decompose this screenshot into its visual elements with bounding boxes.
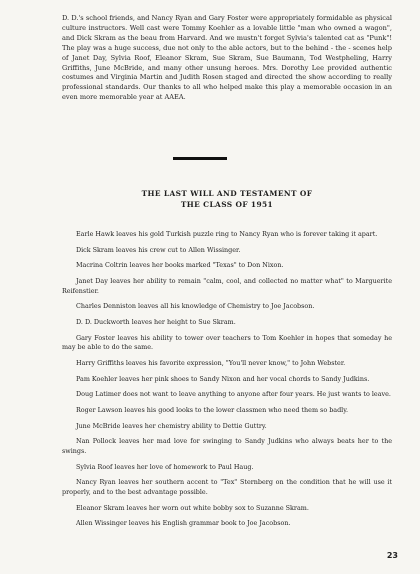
heading-line-1: THE LAST WILL AND TESTAMENT OF xyxy=(141,189,313,198)
bequest-item: Charles Denniston leaves all his knowledge of Chemistry to Joe Jacobson. xyxy=(76,302,315,311)
section-divider xyxy=(173,157,227,160)
bequest-item: Sylvia Roof leaves her love of homework to Paul Haug. xyxy=(76,462,254,471)
bequest-item: June McBride leaves her chemistry ability to Dettie Guttry. xyxy=(76,421,267,430)
bequest-item: Pam Koehler leaves her pink shoes to Sandy Nixon and her vocal chords to Sandy Judkins. xyxy=(76,374,370,383)
bequest-item: Nan Pollock leaves her mad love for swinging to Sandy Judkins who always beats her to the swings. xyxy=(62,437,392,456)
bequest-item: Macrina Coltrin leaves her books marked "Texas" to Don Nixon. xyxy=(76,261,284,270)
bequest-item: Janet Day leaves her ability to remain "calm, cool, and collected no matter what" to Marguerite Reifenstier. xyxy=(62,277,392,295)
heading-line-2: THE CLASS OF 1951 xyxy=(180,200,274,209)
bequest-item: Roger Lawson leaves his good looks to the lower classmen who need them so badly. xyxy=(76,406,349,415)
bequest-item: Gary Foster leaves his ability to tower over teachers to Tom Koehler in hopes that someday he may be able to do the same. xyxy=(62,333,392,352)
bequest-item: Eleanor Skram leaves her worn out white bobby sox to Suzanne Skram. xyxy=(76,503,309,512)
bequest-item: Dick Skram leaves his crew cut to Allen Wissinger. xyxy=(76,245,241,254)
bequest-item: Nancy Ryan leaves her southern accent to "Tex" Sternberg on the condition that he will use it properly, and to the best advantage possible. xyxy=(62,478,392,496)
bequest-item: D. D. Duckworth leaves her height to Sue Skram. xyxy=(76,318,236,327)
bequest-item: Allen Wissinger leaves his English grammar book to Joe Jacobson. xyxy=(76,519,291,528)
bequest-item: Doug Latimer does not want to leave anything to anyone after four years. He just wants to leave. xyxy=(76,390,391,399)
intro-paragraph: D. D.'s school friends, and Nancy Ryan and Gary Foster were appropriately formidable as physical culture instructors. Well cast were Tommy Koehler as a lovable little "man who owned a wagon", and Dick Skram as the beau from Harvard. And we mustn't forget Sylvia's talented cat as "Punk"! The play was a huge success, due not only to the able actors, but to the behind - the - scenes help of Janet Day, Sylvia Roof, Eleanor Skram, Sue Skram, Sue Baumann, Tod Westpheling, Harry Griffiths, June McBride, and many other unsung heroes. Mrs. Dorothy Lee provided authentic costumes and Virginia Martin and Judith Rosen staged and directed the show according to really professional standards. Our thanks to all who helped make this play a memorable occasion in an even more memorable year at AAEA. xyxy=(62,14,392,102)
page-number: 23 xyxy=(386,551,398,560)
section-heading xyxy=(62,188,392,210)
bequest-list xyxy=(62,230,392,535)
bequest-item: Earle Hawk leaves his gold Turkish puzzle ring to Nancy Ryan who is forever taking it apart. xyxy=(76,230,378,238)
bequest-item: Harry Griffiths leaves his favorite expression, "You'll never know," to John Webster. xyxy=(76,359,346,367)
